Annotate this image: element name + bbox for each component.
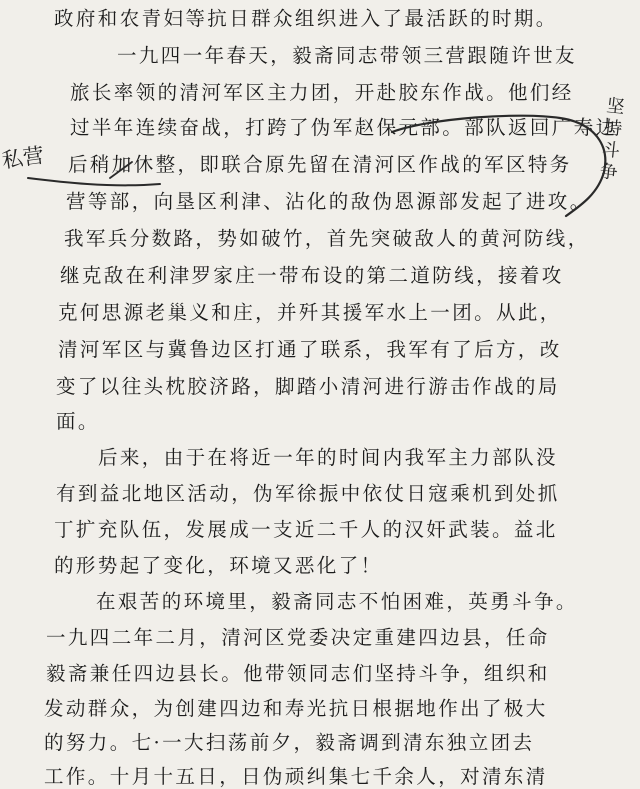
text-line-8: 继克敌在利津罗家庄一带布设的第二道防线，接着攻 xyxy=(60,264,564,287)
text-line-17: 在艰苦的环境里，毅斋同志不怕困难，英勇斗争。 xyxy=(96,590,578,613)
text-line-22: 工作。十月十五日，日伪顽纠集七千余人，对清东清 xyxy=(44,765,548,788)
text-line-2: 一九四一年春天，毅斋同志带领三营跟随许世友 xyxy=(117,44,577,67)
text-line-18: 一九四二年二月，清河区党委决定重建四边县，任命 xyxy=(46,626,550,649)
text-line-19: 毅斋兼任四边县长。他带领同志们坚持斗争，组织和 xyxy=(46,662,550,685)
text-line-21: 的努力。七·一大扫荡前夕，毅斋调到清东独立团去 xyxy=(44,731,535,754)
text-line-10: 清河军区与冀鲁边区打通了联系，我军有了后方，改 xyxy=(58,338,562,361)
insertion-mark-left xyxy=(28,178,160,185)
text-line-11: 变了以往头枕胶济路，脚踏小清河进行游击作战的局 xyxy=(56,375,560,398)
text-line-16: 的形势起了变化，环境又恶化了！ xyxy=(54,554,383,577)
text-line-1: 政府和农青妇等抗日群众组织进入了最活跃的时期。 xyxy=(54,7,558,30)
text-line-15: 丁扩充队伍，发展成一支近二千人的汉奸武装。益北 xyxy=(54,518,558,541)
text-line-7: 我军兵分数路，势如破竹，首先突破敌人的黄河防线， xyxy=(64,227,590,250)
handwritten-annotation-right: 坚持斗争 xyxy=(595,95,626,185)
text-line-20: 发动群众，为创建四边和寿光抗日根据地作出了极大 xyxy=(44,697,548,720)
text-line-14: 有到益北地区活动，伪军徐振中依仗日寇乘机到处抓 xyxy=(56,482,560,505)
text-line-6: 营等部，向垦区利津、沾化的敌伪恩源部发起了进攻。 xyxy=(66,190,592,213)
text-line-12: 面。 xyxy=(56,410,100,433)
text-line-9: 克何思源老巢义和庄，并歼其援军水上一团。从此， xyxy=(58,301,562,324)
text-line-5: 后稍加休整，即联合原先留在清河区作战的军区特务 xyxy=(68,153,572,176)
handwritten-annotation-left: 私营 xyxy=(0,143,46,173)
text-line-13: 后来，由于在将近一年的时间内我军主力部队没 xyxy=(98,446,558,469)
text-line-3: 旅长率领的清河军区主力团，开赴胶东作战。他们经 xyxy=(70,81,574,104)
text-line-4: 过半年连续奋战，打跨了伪军赵保元部。部队返回广寿边 xyxy=(70,116,618,139)
